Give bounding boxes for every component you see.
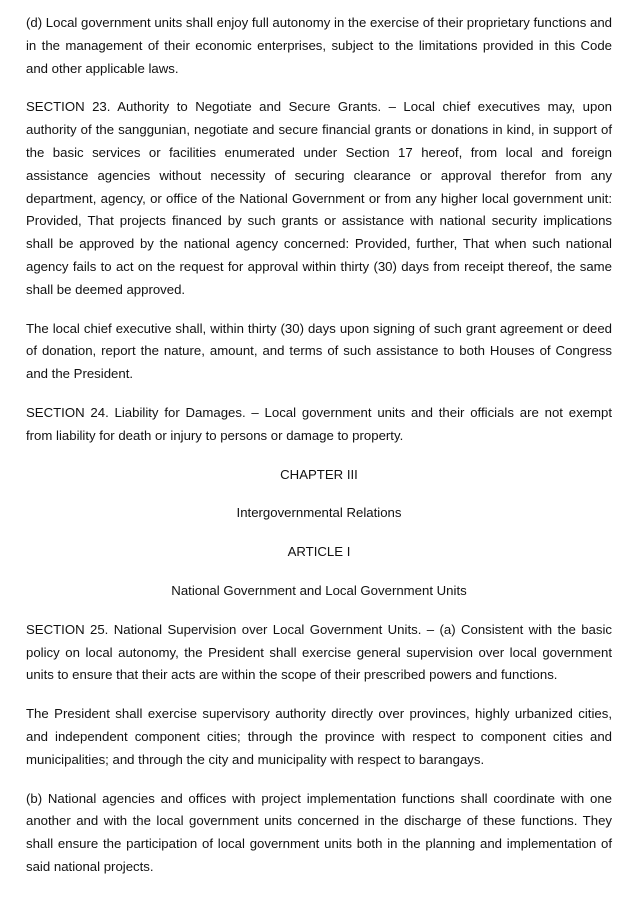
- article-heading: ARTICLE I: [287, 544, 351, 560]
- section-23-paragraph: SECTION 23. Authority to Negotiate and Secure Grants. – Local chief executives may, upon authority of the sanggunian, negotiate and secure financial grants or donations in kind, in support of the basic services or facilities enumerated under Section 17 hereof, from local and foreign assistance agencies without necessity of securing clearance or approval therefor from any department, agency, or office of the National Government or from any higher local government unit: Provided, That projects financed by such grants or assistance with national security implications shall be approved by the national agency concerned: Provided, further, That when such national agency fails to act on the request for approval within thirty (30) days from receipt thereof, the same shall be deemed approved.: [26, 99, 612, 297]
- grant-reporting-paragraph: The local chief executive shall, within thirty (30) days upon signing of such grant agreement or deed of donation, report the nature, amount, and terms of such assistance to both Houses of Congress and the President.: [26, 320, 612, 382]
- national-agencies-paragraph: (b) National agencies and offices with project implementation functions shall coordinate with one another and with the local government units concerned in the discharge of these functions. They shall ensure the participation of local government units both in the planning and implementation of said national projects.: [26, 790, 612, 874]
- article-title: National Government and Local Government Units: [171, 582, 467, 598]
- supervisory-authority-paragraph: The President shall exercise supervisory authority directly over provinces, highly urbanized cities, and independent component cities; through the province with respect to component cities and municipalities; and through the city and municipality with respect to barangays.: [26, 706, 612, 767]
- paragraph-proprietary-functions: (d) Local government units shall enjoy full autonomy in the exercise of their proprietary functions and in the management of their economic enterprises, subject to the limitations provided in this Code and other applicable laws.: [26, 15, 612, 76]
- section-24-paragraph: SECTION 24. Liability for Damages. – Local government units and their officials are not exempt from liability for death or injury to persons or damage to property.: [26, 404, 612, 443]
- document-page: [26, 12, 612, 895]
- chapter-title: Intergovernmental Relations: [236, 505, 402, 521]
- chapter-heading: CHAPTER III: [280, 466, 358, 482]
- section-25-paragraph: SECTION 25. National Supervision over Local Government Units. – (a) Consistent with the basic policy on local autonomy, the President shall exercise general supervision over local government units to ensure that their acts are within the scope of their prescribed powers and functions.: [26, 621, 612, 683]
